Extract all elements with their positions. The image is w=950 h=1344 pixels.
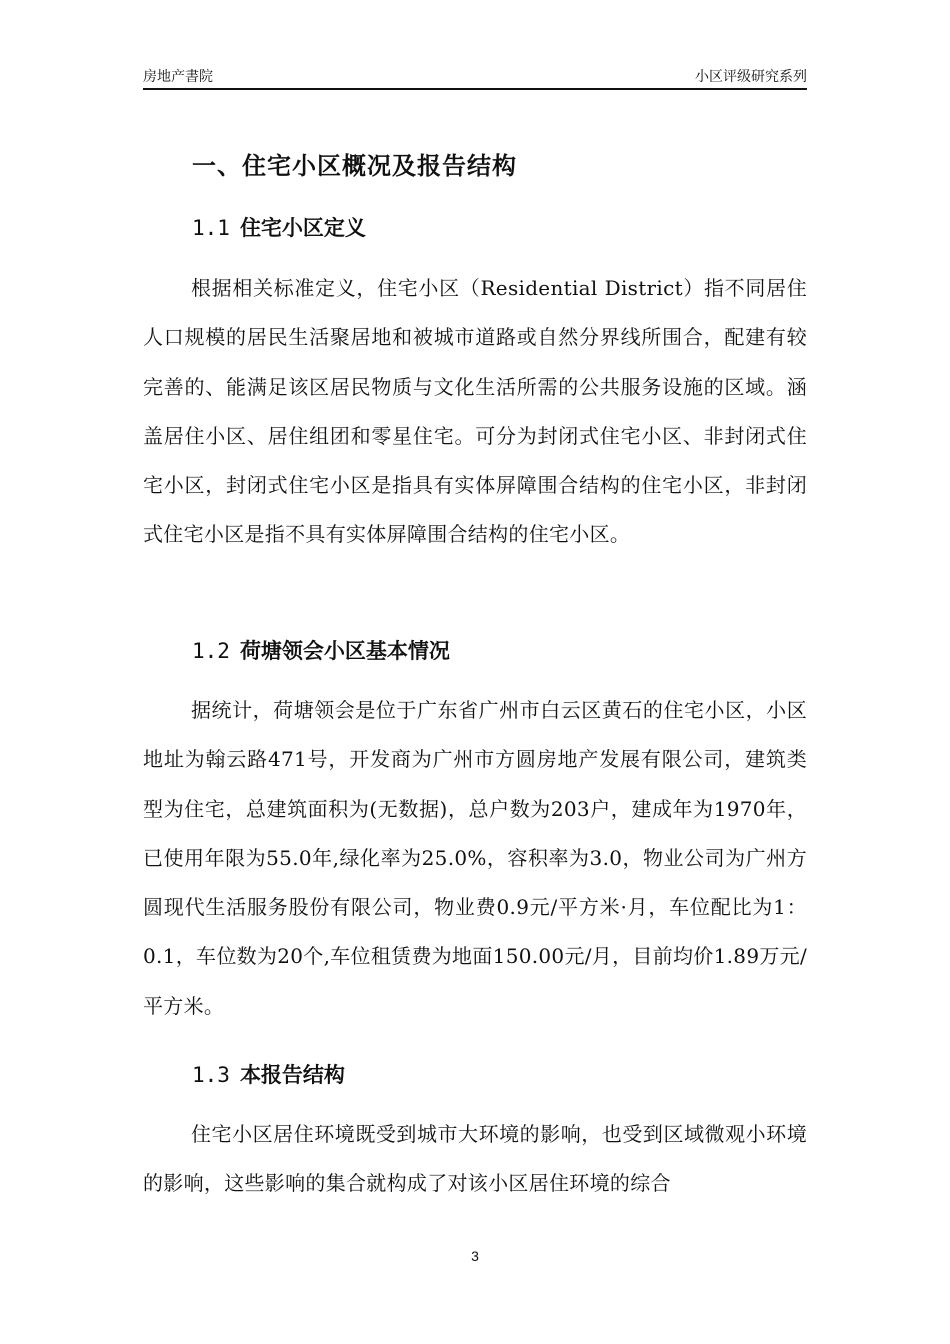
section-heading-1-2 (192, 635, 450, 665)
section-paragraph-1-3: 住宅小区居住环境既受到城市大环境的影响，也受到区域微观小环境的影响，这些影响的集合就构成了对该小区居住环境的综合 (143, 1122, 807, 1196)
section-title: 荷塘领会小区基本情况 (239, 639, 450, 663)
section-heading-1-3 (192, 1059, 345, 1089)
page-number: 3 (471, 1248, 479, 1264)
section-title: 本报告结构 (239, 1063, 345, 1087)
header-series-title: 小区评级研究系列 (695, 69, 807, 85)
chapter-title: 一、住宅小区概况及报告结构 (192, 152, 517, 180)
section-number: 1.2 (192, 639, 230, 663)
header-publisher: 房地产書院 (143, 69, 213, 85)
section-paragraph-1-1: 根据相关标准定义，住宅小区（Residential District）指不同居住人口规模的居民生活聚居地和被城市道路或自然分界线所围合，配建有较完善的、能满足该区居民物质与文化生活所需的公共服务设施的区域。涵盖居住小区、居住组团和零星住宅。可分为封闭式住宅小区、非封闭式住宅小区，封闭式住宅小区是指具有实体屏障围合结构的住宅小区，非封闭式住宅小区是指不具有实体屏障围合结构的住宅小区。 (143, 276, 807, 547)
section-number: 1.1 (192, 216, 230, 240)
page-header (143, 66, 807, 90)
section-title: 住宅小区定义 (239, 216, 366, 240)
section-heading-1-1 (192, 212, 366, 242)
section-paragraph-1-2: 据统计，荷塘领会是位于广东省广州市白云区黄石的住宅小区，小区地址为翰云路471号，开发商为广州市方圆房地产发展有限公司，建筑类型为住宅，总建筑面积为(无数据)，总户数为203户，建成年为1970年，已使用年限为55.0年,绿化率为25.0%，容积率为3.0，物业公司为广州方圆现代生活服务股份有限公司，物业费0.9元/平方米·月，车位配比为1：0.1，车位数为20个,车位租赁费为地面150.00元/月，目前均价1.89万元/平方米。 (143, 698, 807, 1018)
section-number: 1.3 (192, 1063, 230, 1087)
